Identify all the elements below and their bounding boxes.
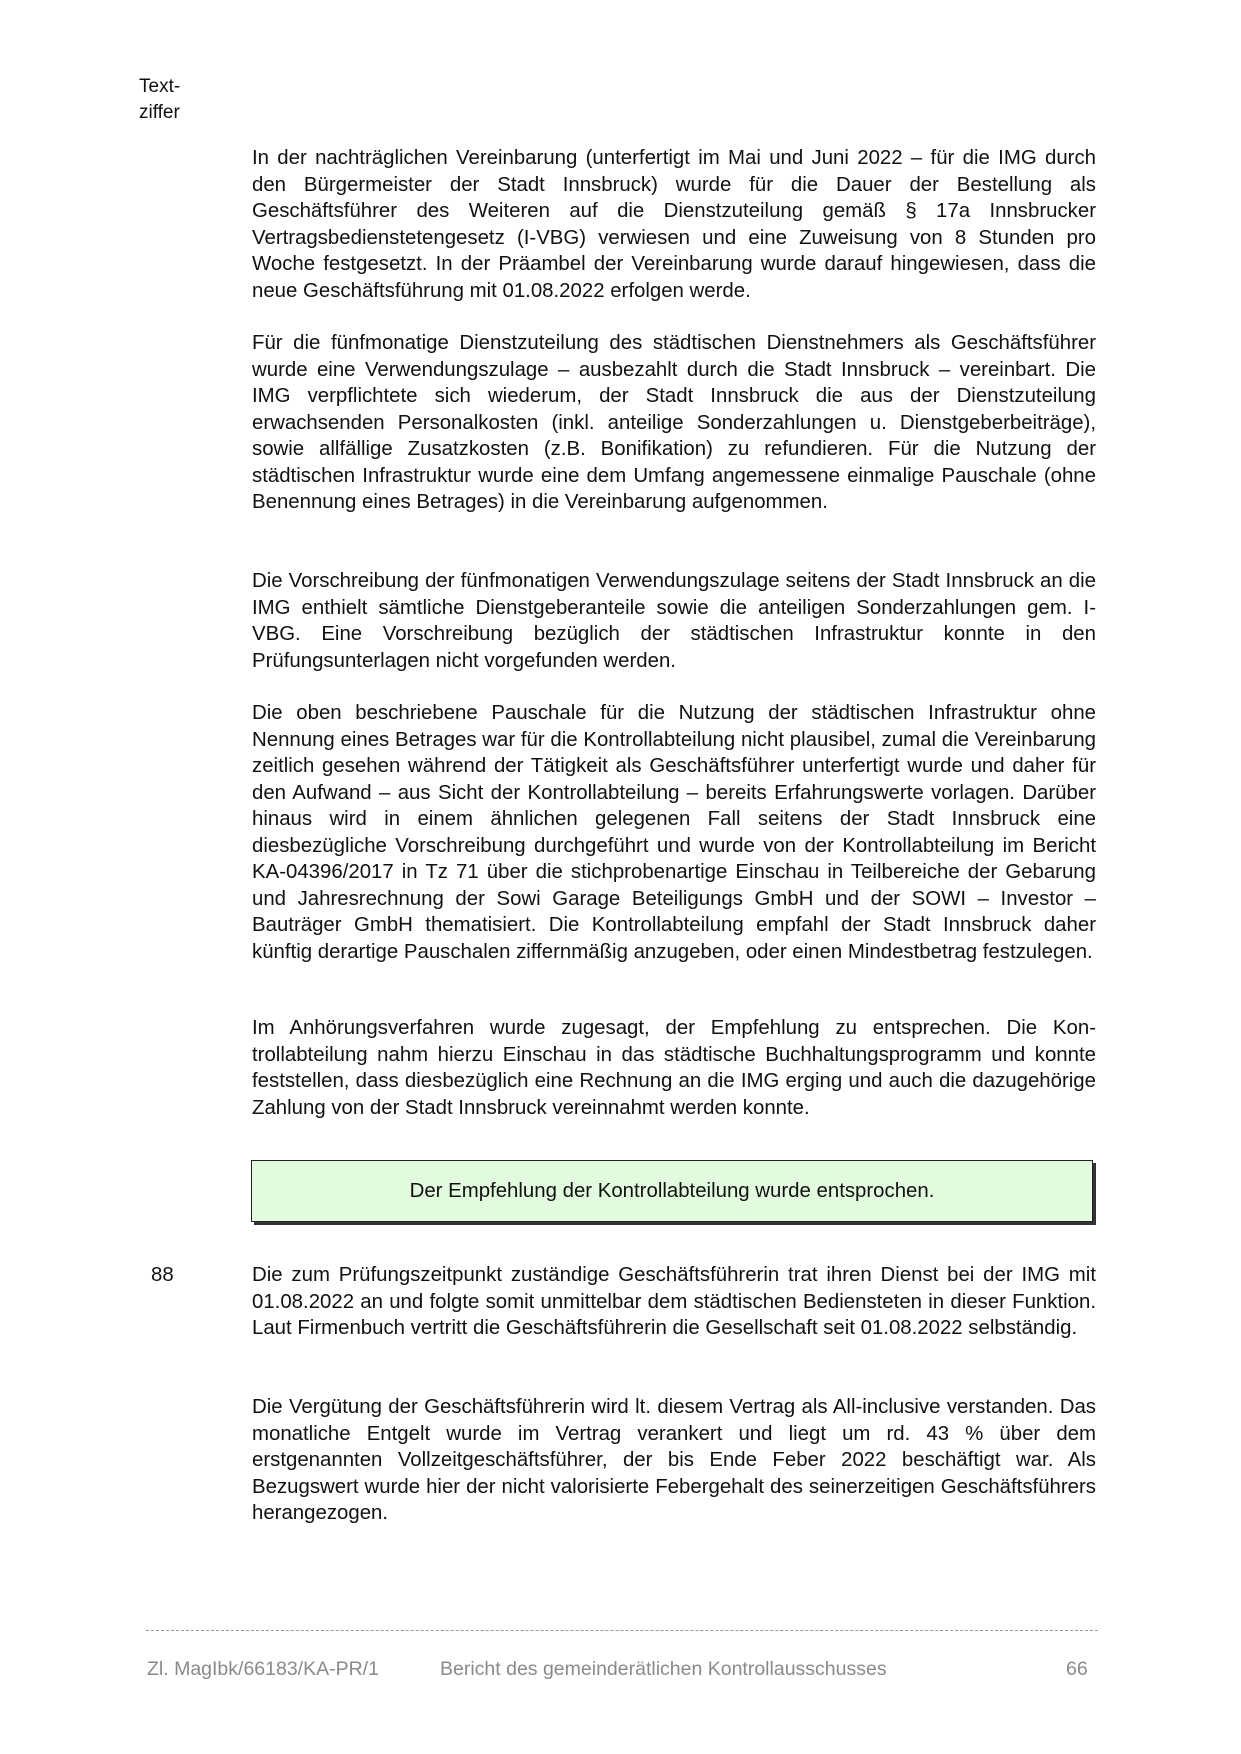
paragraph-geschaeftsfuehrerin: Die zum Prüfungszeitpunkt zuständige Geschäftsführerin trat ihren Dienst bei der IMG mit 01.08.2022 an und folgte somit unmittelbar dem städtischen Bediensteten in dieser Funktion. Laut Firmenbuch vertritt die Geschäftsführerin die Gesellschaft seit 01.08.2022 selbständig. <box>252 1264 1096 1339</box>
footer-divider <box>146 1630 1098 1631</box>
paragraph-pauschale: Die oben beschriebene Pauschale für die Nutzung der städtischen Infrastruktur ohne Nennung eines Betrages war für die Kontrollabteilung nicht plausibel, zumal die Vereinbarung zeitlich gesehen während der Tätigkeit als Geschäftsführer unterfertigt wurde und daher für den Aufwand – aus Sicht der Kontrollabteilung – bereits Erfahrungswerte vorlagen. Darüber hinaus wird in einem ähnlichen gelegenen Fall seitens der Stadt Innsbruck eine diesbezügliche Vorschreibung durchgeführt und wurde von der Kontrollabteilung im Bericht KA-04396/2017 in Tz 71 über die stichprobenartige Einschau in Teilbereiche der Gebarung und Jahresrechnung der Sowi Garage Beteiligungs GmbH und der SOWI – Investor – Bauträger GmbH thematisiert. Die Kontrollabteilung empfahl der Stadt Innsbruck daher künftig derartige Pauschalen ziffernmäßig anzugeben, oder einen Mindestbetrag festzulegen. <box>252 702 1096 963</box>
paragraph-dienstzuteilung: Für die fünfmonatige Dienstzuteilung des städtischen Dienstnehmers als Geschäftsführer wurde eine Verwendungszulage – ausbezahlt durch die Stadt Innsbruck – vereinbart. Die IMG verpflichtete sich wiederum, der Stadt Innsbruck die aus der Dienstzuteilung erwachsenden Personalkosten (inkl. anteilige Sonderzahlungen u. Dienstgeberbeiträge), sowie allfällige Zusatzkosten (z.B. Bonifikation) zu refundieren. Für die Nutzung der städtischen Infrastruktur wurde eine dem Umfang angemessene einmalige Pauschale (ohne Benennung eines Betrages) in die Vereinbarung aufgenommen. <box>252 332 1096 513</box>
recommendation-text: Der Empfehlung der Kontrollabteilung wurde entsprochen. <box>409 1179 935 1202</box>
paragraph-vereinbarung: In der nachträglichen Vereinbarung (unterfertigt im Mai und Juni 2022 – für die IMG durch den Bürgermeister der Stadt Innsbruck) wurde für die Dauer der Bestellung als Geschäftsführer des Weiteren auf die Dienstzuteilung gemäß § 17a Innsbrucker Vertragsbedienstetengesetz (I-VBG) verwiesen und eine Zuweisung von 8 Stunden pro Woche festgesetzt. In der Präambel der Vereinbarung wurde darauf hingewiesen, dass die neue Geschäftsführung mit 01.08.2022 erfolgen werde. <box>252 147 1096 302</box>
paragraph-verguetung: Die Vergütung der Geschäftsführerin wird lt. diesem Vertrag als All-inclusive verstanden. Das monatliche Entgelt wurde im Vertrag verankert und liegt um rd. 43 % über dem erstgenannten Vollzeitgeschäftsführer, der bis Ende Feber 2022 beschäftigt war. Als Bezugswert wurde hier der nicht valorisierte Febergehalt des seinerzeitigen Geschäftsführers herangezogen. <box>252 1396 1096 1524</box>
footer-reference: Zl. MagIbk/66183/KA-PR/1 <box>147 1658 379 1680</box>
paragraph-anhoerungsverfahren: Im Anhörungsverfahren wurde zugesagt, der Empfehlung zu entsprechen. Die Kontrollabteilung nahm hierzu Einschau in das städtische Buchhaltungsprogramm und konnte feststellen, dass diesbezüglich eine Rechnung an die IMG erging und auch die dazugehörige Zahlung von der Stadt Innsbruck vereinnahmt werden konnte. <box>252 1017 1096 1119</box>
recommendation-box <box>251 1160 1093 1222</box>
footer-title: Bericht des gemeinderätlichen Kontrollausschusses <box>440 1658 887 1680</box>
textziffer-number: 88 <box>151 1264 174 1286</box>
margin-label-textziffer: Text- ziffer <box>139 76 181 123</box>
footer-page-number: 66 <box>1066 1658 1088 1680</box>
paragraph-vorschreibung: Die Vorschreibung der fünfmonatigen Verwendungszulage seitens der Stadt Innsbruck an die IMG enthielt sämtliche Dienstgeberanteile sowie die anteiligen Sonderzahlungen gem. I-VBG. Eine Vorschreibung bezüglich der städtischen Infrastruktur konnte in den Prüfungsunterlagen nicht vorgefunden werden. <box>252 570 1096 672</box>
